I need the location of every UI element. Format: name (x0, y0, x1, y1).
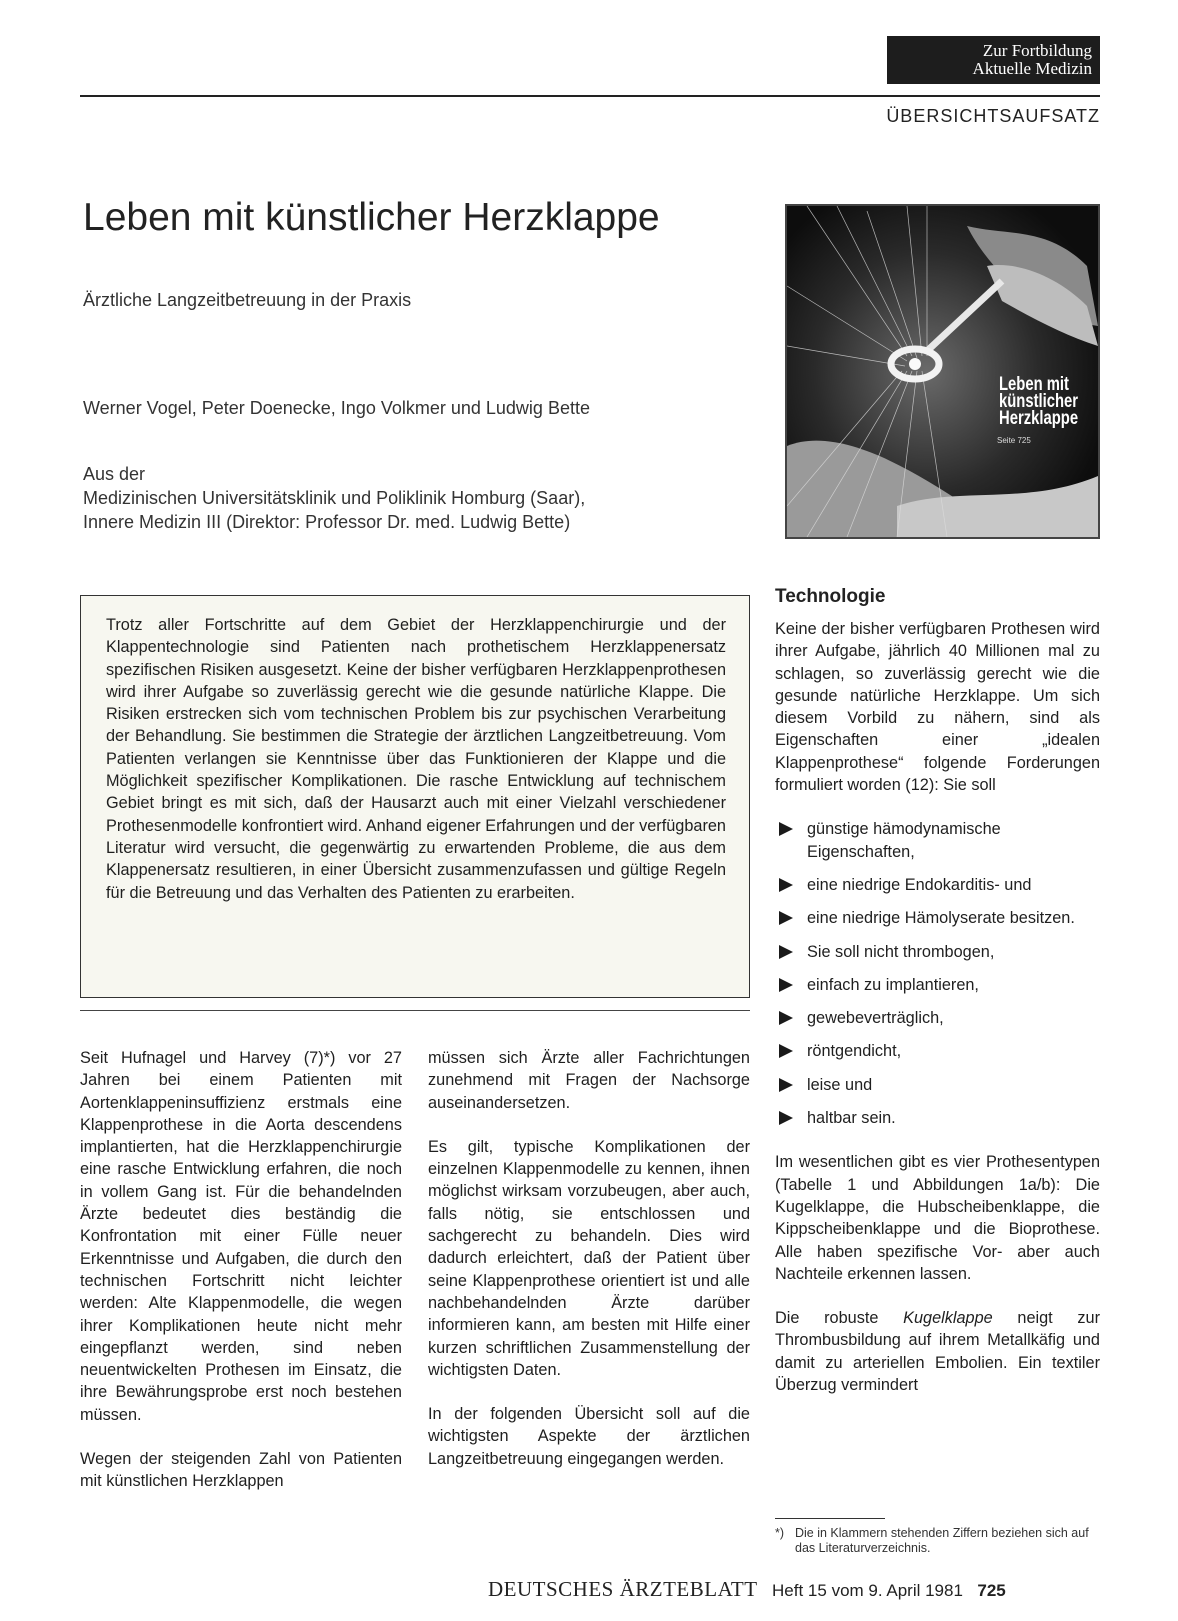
section-heading-technologie: Technologie (775, 586, 886, 607)
triangle-bullet-icon (779, 945, 793, 959)
col1-paragraph-2: Wegen der steigenden Zahl von Patienten mit künstlichen Herzklappen (80, 1450, 402, 1491)
journal-name: DEUTSCHES ÄRZTEBLATT (488, 1577, 758, 1601)
triangle-bullet-icon (779, 1111, 793, 1125)
cover-title-line-1: Leben mit (999, 374, 1069, 395)
col3-paragraph-3 (775, 1307, 1100, 1396)
list-item (775, 1074, 1100, 1096)
footnote-text: Die in Klammern stehenden Ziffern beziehen sich auf das Literaturverzeichnis. (795, 1526, 1089, 1555)
cover-page-ref: Seite 725 (997, 436, 1031, 445)
section-badge (887, 36, 1100, 84)
list-item (775, 818, 1100, 863)
cover-image (785, 204, 1100, 539)
list-item-text: günstige hämodynamische Eigenschaften, (807, 820, 1001, 861)
triangle-bullet-icon (779, 822, 793, 836)
col2-paragraph-1: müssen sich Ärzte aller Fachrichtungen zunehmend mit Fragen der Nachsorge auseinandersetzen. (428, 1049, 750, 1112)
cover-title-line-2: künstlicher (999, 391, 1079, 412)
list-item (775, 974, 1100, 996)
triangle-bullet-icon (779, 878, 793, 892)
list-item-text: Sie soll nicht thrombogen, (807, 942, 995, 961)
list-item (775, 1007, 1100, 1029)
column-1 (80, 1047, 402, 1515)
list-item-text: eine niedrige Hämolyserate besitzen. (807, 909, 1075, 928)
col3-p3-emphasis: Kugelklappe (903, 1309, 993, 1328)
article-subtitle: Ärztliche Langzeitbetreuung in der Praxis (83, 290, 412, 310)
article-affiliation (83, 462, 585, 534)
footnote-mark: *) (775, 1526, 785, 1540)
col3-p3-rest: neigt zur Thrombusbildung auf ihrem Metallkäfig und damit zu arteriellen Embolien. Ein textiler Überzug vermindert (775, 1309, 1100, 1395)
triangle-bullet-icon (779, 978, 793, 992)
list-item-text: röntgendicht, (807, 1042, 902, 1061)
col2-paragraph-3: In der folgenden Übersicht soll auf die wichtigsten Aspekte der ärztlichen Langzeitbetreuung eingegangen werden. (428, 1405, 750, 1468)
cover-title-line-3: Herzklappe (999, 408, 1079, 429)
list-item-text: haltbar sein. (807, 1109, 896, 1128)
issue-info: Heft 15 vom 9. April 1981 (772, 1581, 963, 1600)
list-item (775, 907, 1100, 929)
cover-title (999, 376, 1078, 427)
list-item (775, 941, 1100, 963)
requirements-list (775, 818, 1100, 1129)
col1-paragraph-1: Seit Hufnagel und Harvey (7)*) vor 27 Jahren bei einem Patienten mit Aortenklappeninsuffizienz erstmals eine Klappenprothese in die Aorta descendens implantierten, hat die Herzklappenchirurgie eine rasche Entwicklung erfahren, die noch in vollem Gang ist. Für die behandelnden Ärzte bedeutet dies beständig die Konfrontation mit einer Fülle neuer Erkenntnisse und Aufgaben, die durch den technischen Fortschritt nicht leichter werden: Alte Klappenmodelle, die wegen ihrer Komplikationen heute nicht mehr eingepflanzt werden, sind neben neuentwickelten Prothesen im Einsatz, die ihre Bewährungsprobe erst noch bestehen müssen. (80, 1049, 402, 1424)
list-item-text: einfach zu implantieren, (807, 975, 979, 994)
column-3 (775, 618, 1100, 1418)
col2-paragraph-2: Es gilt, typische Komplikationen der einzelnen Klappenmodelle zu kennen, ihnen möglichst wirksam vorzubeugen, aber auch, falls nötig, sie entschlossen und sachgerecht zu behandeln. Dies wird dadurch erleichtert, daß der Patient über seine Klappenprothese orientiert ist und alle nachbehandelnden Ärzte darüber informieren kann, am besten mit Hilfe einer kurzen schriftlichen Zusammenstellung der wichtigsten Daten. (428, 1137, 750, 1379)
cover-photo-illustration (787, 206, 1098, 537)
section-label: ÜBERSICHTSAUFSATZ (886, 106, 1100, 126)
list-item-text: leise und (807, 1075, 873, 1094)
badge-line-1: Zur Fortbildung (982, 41, 1092, 60)
footnote (775, 1526, 1100, 1556)
affiliation-line-1: Aus der (83, 464, 146, 484)
abstract-bottom-rule (80, 1010, 750, 1011)
col3-paragraph-2: Im wesentlichen gibt es vier Prothesentypen (Tabelle 1 und Abbildungen 1a/b): Die Kugelklappe, die Hubscheibenklappe, die Kippscheibenklappe und die Bioprothese. Alle haben spezifische Vor- aber auch Nachteile erkennen lassen. (775, 1153, 1100, 1283)
triangle-bullet-icon (779, 1011, 793, 1025)
badge-line-2: Aktuelle Medizin (972, 59, 1092, 78)
triangle-bullet-icon (779, 1078, 793, 1092)
col3-intro: Keine der bisher verfügbaren Prothesen wird ihrer Aufgabe, jährlich 40 Millionen mal zu schlagen, so zuverlässig gerecht wie die gesunde natürliche Herzklappe. Um sich diesem Vorbild zu nähern, sind als Eigenschaften einer „idealen Klappenprothese“ folgende Forderungen formuliert worden (12): Sie soll (775, 620, 1100, 795)
list-item (775, 1040, 1100, 1062)
abstract-text: Trotz aller Fortschritte auf dem Gebiet der Herzklappenchirurgie und der Klappentechnologie sind Patienten nach prothetischem Herzklappenersatz spezifischen Risiken ausgesetzt. Keine der bisher verfügbaren Herzklappenprothesen wird ihrer Aufgabe so zuverlässig gerecht wie die gesunde natürliche Klappe. Die Risiken erstrecken sich vom technischen Problem bis zur psychischen Verarbeitung der Behandlung. Sie bestimmen die Strategie der ärztlichen Langzeitbetreuung. Vom Patienten verlangen sie Kenntnisse über das Funktionieren der Klappe und die Möglichkeit spezifischer Komplikationen. Die rasche Entwicklung auf technischem Gebiet bringt es mit sich, daß der Hausarzt auch mit einer Vielzahl verschiedener Prothesenmodelle konfrontiert wird. Anhand eigener Erfahrungen und der verfügbaren Literatur wird versucht, die gegenwärtig zu erwartenden Probleme, die aus dem Klappenersatz resultieren, in einer Übersicht zusammenzufassen und gültige Regeln für die Betreuung und das Verhalten des Patienten zu erarbeiten. (106, 616, 726, 902)
affiliation-line-2: Medizinischen Universitätsklinik und Poliklinik Homburg (Saar), (83, 488, 586, 508)
list-item (775, 1107, 1100, 1129)
list-item (775, 874, 1100, 896)
page-number: 725 (977, 1581, 1006, 1600)
page-footer (488, 1577, 1006, 1602)
triangle-bullet-icon (779, 1044, 793, 1058)
affiliation-line-3: Innere Medizin III (Direktor: Professor Dr. med. Ludwig Bette) (83, 512, 571, 532)
abstract-box (80, 595, 750, 998)
footnote-rule (775, 1518, 885, 1519)
top-rule (80, 95, 1100, 97)
column-2 (428, 1047, 750, 1492)
triangle-bullet-icon (779, 911, 793, 925)
col3-p3-prefix: Die robuste (775, 1309, 904, 1328)
list-item-text: eine niedrige Endokarditis- und (807, 875, 1032, 894)
article-authors: Werner Vogel, Peter Doenecke, Ingo Volkmer und Ludwig Bette (83, 398, 590, 418)
list-item-text: gewebeverträglich, (807, 1009, 944, 1028)
article-title: Leben mit künstlicher Herzklappe (83, 196, 660, 239)
